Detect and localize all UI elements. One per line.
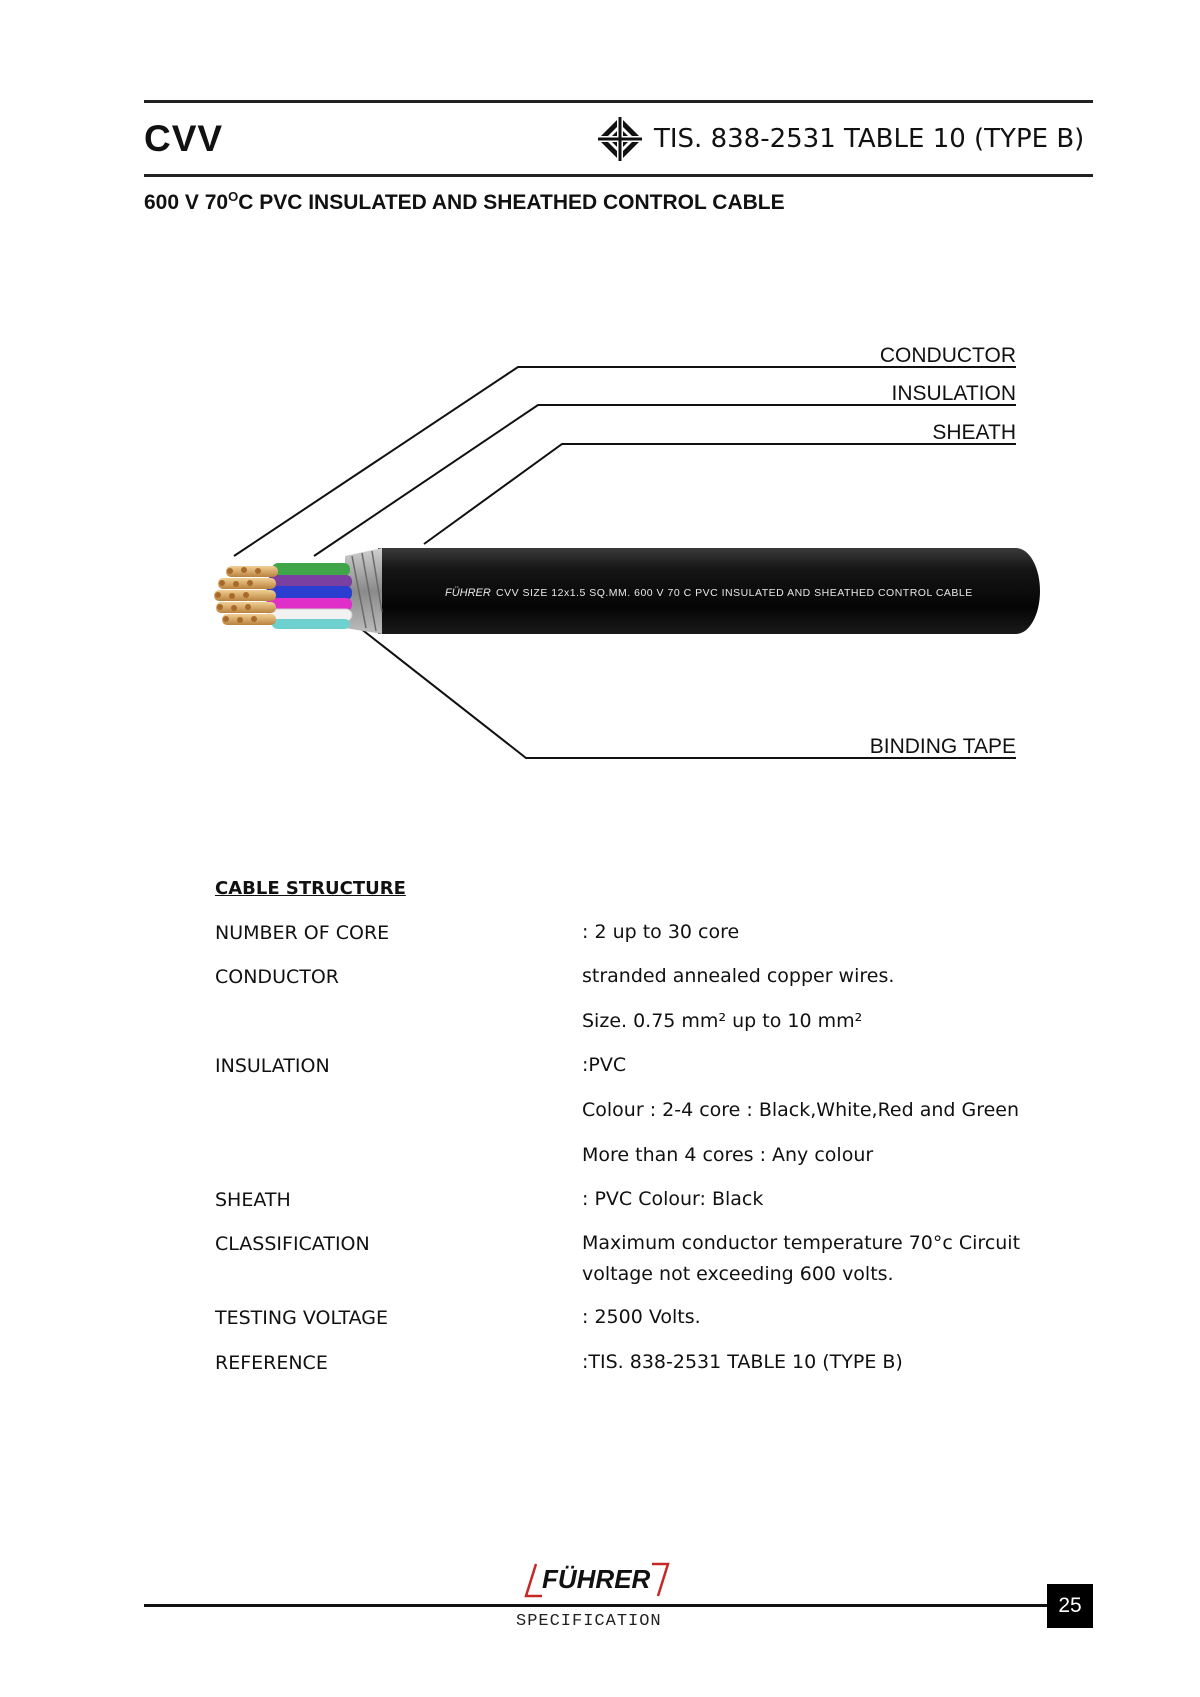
spec-value-reference	[582, 1347, 903, 1378]
callout-binding-tape: BINDING TAPE	[869, 735, 1016, 758]
spec-line: More than 4 cores : Any colour	[582, 1144, 874, 1166]
spec-label-testing-voltage: TESTING VOLTAGE	[215, 1307, 388, 1329]
cable-print-text: CVV SIZE 12x1.5 SQ.MM. 600 V 70 C PVC INSULATED AND SHEATHED CONTROL CABLE	[496, 587, 973, 599]
callout-insulation: INSULATION	[891, 382, 1016, 405]
spec-label-reference: REFERENCE	[215, 1352, 328, 1374]
brand-tagline: SPECIFICATION	[516, 1612, 662, 1631]
spec-value-insulation	[582, 1050, 1019, 1171]
insulated-cores	[266, 563, 352, 629]
subtitle-voltage: 600 V 70	[144, 191, 229, 214]
spec-label-insulation: INSULATION	[215, 1055, 330, 1077]
spec-line: :PVC	[582, 1054, 627, 1076]
subtitle-description: C PVC INSULATED AND SHEATHED CONTROL CABLE	[238, 191, 785, 214]
fuhrer-logo	[522, 1560, 672, 1600]
spec-value-testing-voltage	[582, 1302, 701, 1333]
spec-label-conductor: CONDUCTOR	[215, 966, 340, 988]
spec-line: : PVC Colour: Black	[582, 1188, 764, 1210]
footer-rule	[144, 1604, 1054, 1607]
spec-label-number-of-core: NUMBER OF CORE	[215, 922, 390, 944]
spec-heading: CABLE STRUCTURE	[215, 878, 406, 899]
product-title: CVV	[144, 118, 224, 159]
spec-value-number-of-core	[582, 917, 739, 948]
spec-line: Size. 0.75 mm² up to 10 mm²	[582, 1010, 863, 1032]
spec-line: voltage not exceeding 600 volts.	[582, 1263, 894, 1285]
sheath-leader	[424, 444, 1016, 544]
brand-name: FÜHRER	[542, 1564, 651, 1594]
spec-line: :TIS. 838-2531 TABLE 10 (TYPE B)	[582, 1351, 903, 1373]
spec-label-classification: CLASSIFICATION	[215, 1233, 370, 1255]
spec-line: : 2 up to 30 core	[582, 921, 740, 943]
insulation-leader	[314, 405, 1016, 556]
callout-conductor: CONDUCTOR	[879, 344, 1016, 367]
spec-value-conductor	[582, 961, 894, 1037]
subtitle-degree: O	[228, 189, 239, 204]
page-number: 25	[1047, 1584, 1093, 1628]
spec-line: stranded annealed copper wires.	[582, 965, 895, 987]
spec-line: : 2500 Volts.	[582, 1306, 701, 1328]
spec-line: Colour : 2-4 core : Black,White,Red and Green	[582, 1099, 1020, 1121]
conductor-strands	[214, 566, 278, 625]
callout-sheath: SHEATH	[932, 421, 1016, 444]
spec-line: Maximum conductor temperature 70°c Circuit	[582, 1232, 1021, 1254]
spec-value-sheath	[582, 1184, 763, 1215]
standard-text: TIS. 838-2531 TABLE 10 (TYPE B)	[654, 124, 1085, 154]
cable-diagram	[0, 0, 1200, 800]
cable-brand-print: FÜHRER	[445, 587, 491, 599]
spec-label-sheath: SHEATH	[215, 1189, 291, 1211]
spec-value-classification	[582, 1228, 1020, 1290]
